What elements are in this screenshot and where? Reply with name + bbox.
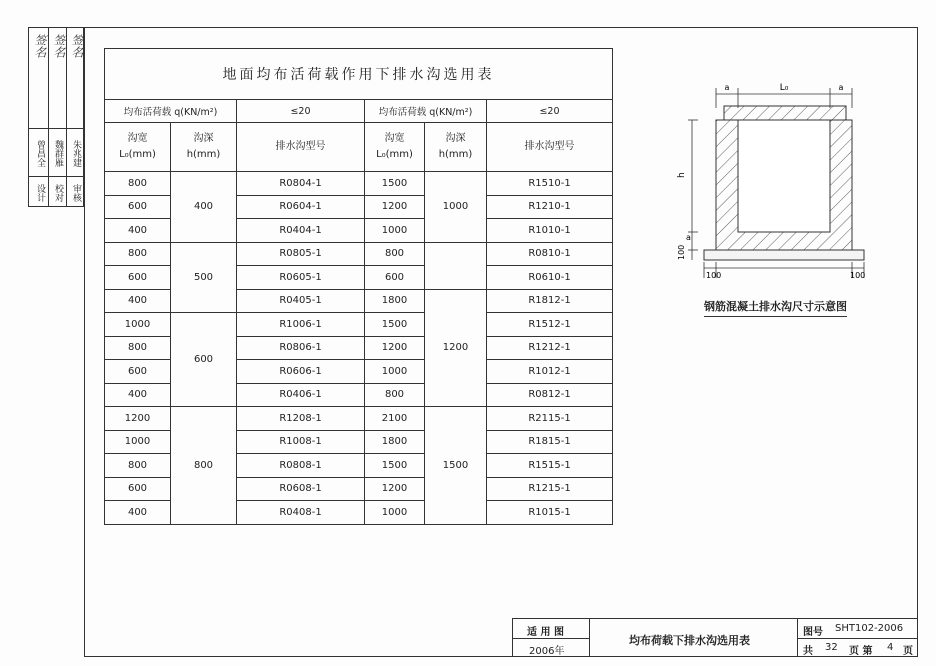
model-cell: R1212-1 [487, 336, 613, 360]
sheet-title: 均布荷载下排水沟选用表 [629, 634, 750, 647]
col-header-model: 排水沟型号 [237, 123, 365, 172]
model-cell: R0808-1 [237, 454, 365, 478]
width-cell: 1500 [365, 172, 425, 196]
col-header-model: 排水沟型号 [487, 123, 613, 172]
page-no: 4 [887, 642, 894, 653]
width-cell: 600 [365, 266, 425, 290]
width-cell: 2100 [365, 407, 425, 431]
model-cell: R0606-1 [237, 360, 365, 384]
model-cell: R1208-1 [237, 407, 365, 431]
table-row [105, 407, 613, 431]
width-cell: 600 [105, 360, 171, 384]
model-cell: R1210-1 [487, 195, 613, 219]
trench-section-diagram [676, 72, 876, 287]
dim-label-a: a [724, 83, 730, 92]
table-row [105, 172, 613, 196]
title-block [512, 618, 918, 657]
depth-cell [425, 242, 487, 289]
model-cell: R0608-1 [237, 477, 365, 501]
dim-label-100: 100 [677, 244, 686, 260]
col-header-width: 沟宽 L₀(mm) [105, 123, 171, 172]
total-label: 共 [803, 646, 813, 657]
model-cell: R1012-1 [487, 360, 613, 384]
model-cell: R1015-1 [487, 501, 613, 525]
col-header-depth: 沟深 h(mm) [425, 123, 487, 172]
model-cell: R1215-1 [487, 477, 613, 501]
width-cell: 800 [105, 242, 171, 266]
width-cell: 800 [105, 336, 171, 360]
width-cell: 600 [105, 266, 171, 290]
width-cell: 1000 [105, 313, 171, 337]
model-cell: R0604-1 [237, 195, 365, 219]
load-value: ≤20 [237, 100, 365, 123]
model-cell: R1512-1 [487, 313, 613, 337]
model-cell: R0406-1 [237, 383, 365, 407]
role-label: 校对 [53, 184, 63, 202]
model-cell: R0605-1 [237, 266, 365, 290]
model-cell: R1515-1 [487, 454, 613, 478]
load-value: ≤20 [487, 100, 613, 123]
width-cell: 1000 [365, 501, 425, 525]
width-cell: 1000 [365, 360, 425, 384]
model-cell: R0805-1 [237, 242, 365, 266]
drawing-no: SHT102-2006 [835, 623, 904, 634]
model-cell: R0408-1 [237, 501, 365, 525]
width-cell: 1500 [365, 313, 425, 337]
model-cell: R0810-1 [487, 242, 613, 266]
model-cell: R1006-1 [237, 313, 365, 337]
width-cell: 1800 [365, 430, 425, 454]
width-cell: 600 [105, 477, 171, 501]
page-label: 页 第 [849, 646, 873, 657]
depth-cell: 1000 [425, 172, 487, 243]
load-label: 均布活荷载 q(KN/m²) [105, 100, 237, 123]
total-pages: 32 [825, 642, 838, 653]
depth-cell: 800 [171, 407, 237, 525]
signature-scribble: 签名 [70, 34, 84, 58]
width-cell: 800 [105, 454, 171, 478]
table-row [105, 313, 613, 337]
model-cell: R2115-1 [487, 407, 613, 431]
dim-label-a: a [686, 233, 691, 242]
width-cell: 400 [105, 383, 171, 407]
load-label: 均布活荷载 q(KN/m²) [365, 100, 487, 123]
width-cell: 1200 [365, 195, 425, 219]
signer-name: 曾昌全 [35, 140, 45, 167]
cover-slab [724, 106, 846, 120]
dim-label-L0: L₀ [779, 83, 789, 93]
depth-cell: 1200 [425, 289, 487, 407]
model-cell: R1815-1 [487, 430, 613, 454]
model-cell: R1510-1 [487, 172, 613, 196]
width-cell: 1000 [105, 430, 171, 454]
table-title: 地面均布活荷载作用下排水沟选用表 [105, 49, 613, 100]
col-header-width: 沟宽 L₀(mm) [365, 123, 425, 172]
width-cell: 400 [105, 501, 171, 525]
width-cell: 400 [105, 219, 171, 243]
model-cell: R0804-1 [237, 172, 365, 196]
model-cell: R1010-1 [487, 219, 613, 243]
width-cell: 400 [105, 289, 171, 313]
width-cell: 600 [105, 195, 171, 219]
role-label: 审核 [71, 184, 81, 202]
dim-label-a: a [838, 83, 844, 92]
dim-label-100: 100 [706, 271, 722, 280]
width-cell: 1200 [365, 336, 425, 360]
width-cell: 800 [365, 242, 425, 266]
model-cell: R1008-1 [237, 430, 365, 454]
width-cell: 800 [365, 383, 425, 407]
signature-scribble: 签名 [52, 34, 66, 58]
year: 2006年 [529, 646, 565, 657]
signature-scribble: 签名 [33, 34, 47, 58]
model-cell: R0806-1 [237, 336, 365, 360]
model-cell: R0405-1 [237, 289, 365, 313]
width-cell: 1800 [365, 289, 425, 313]
width-cell: 1500 [365, 454, 425, 478]
signer-name: 朱兆建 [71, 140, 81, 167]
model-cell: R0812-1 [487, 383, 613, 407]
width-cell: 1000 [365, 219, 425, 243]
page-suffix: 页 [903, 646, 913, 657]
width-cell: 800 [105, 172, 171, 196]
signature-strip [28, 27, 84, 207]
diagram-caption: 钢筋混凝土排水沟尺寸示意图 [704, 298, 847, 317]
dim-label-h: h [677, 172, 687, 178]
depth-cell: 400 [171, 172, 237, 243]
model-cell: R0404-1 [237, 219, 365, 243]
depth-cell: 500 [171, 242, 237, 313]
width-cell: 1200 [365, 477, 425, 501]
depth-cell: 1500 [425, 407, 487, 525]
col-header-depth: 沟深 h(mm) [171, 123, 237, 172]
selection-table [104, 48, 613, 525]
dim-label-100: 100 [850, 271, 866, 280]
model-cell: R1812-1 [487, 289, 613, 313]
model-cell: R0610-1 [487, 266, 613, 290]
drawing-no-label: 图号 [803, 627, 823, 638]
bedding-layer [704, 250, 864, 260]
signer-name: 魏群雁 [53, 140, 63, 167]
role-label: 设计 [35, 184, 45, 202]
depth-cell: 600 [171, 313, 237, 407]
trench-opening [738, 120, 830, 232]
width-cell: 1200 [105, 407, 171, 431]
table-row [105, 242, 613, 266]
applicable-label: 适 用 图 [527, 627, 564, 638]
